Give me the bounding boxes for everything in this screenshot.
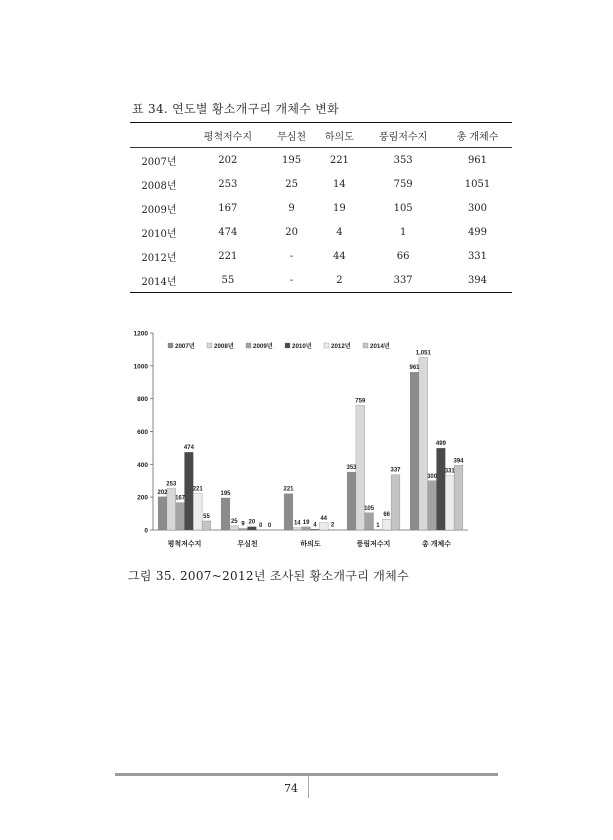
y-tick-label: 400 bbox=[137, 461, 148, 469]
year-cell: 2007년 bbox=[141, 156, 177, 168]
data-label: 4 bbox=[313, 522, 317, 529]
table-row bbox=[130, 268, 512, 293]
bar bbox=[176, 503, 185, 530]
bar bbox=[428, 481, 437, 530]
bar bbox=[193, 494, 202, 530]
footer-divider bbox=[308, 776, 309, 798]
bar bbox=[311, 529, 320, 530]
table-row bbox=[130, 172, 512, 196]
table-cell: 14 bbox=[333, 178, 346, 190]
legend-swatch bbox=[363, 343, 368, 348]
header-cell: 총 개체수 bbox=[443, 123, 512, 148]
table-cell: 337 bbox=[363, 268, 443, 293]
bar bbox=[302, 527, 311, 530]
table-cell: - bbox=[289, 250, 294, 262]
table-cell: 44 bbox=[333, 250, 346, 262]
data-label: 0 bbox=[259, 523, 263, 529]
data-label: 25 bbox=[230, 518, 238, 525]
legend-label: 2012년 bbox=[331, 343, 351, 350]
bar bbox=[284, 494, 293, 530]
data-label: 20 bbox=[248, 519, 256, 526]
table-cell: 331 bbox=[467, 250, 488, 262]
table-cell: 759 bbox=[393, 178, 413, 190]
table-cell: 221 bbox=[218, 250, 238, 262]
data-label: 195 bbox=[220, 490, 231, 497]
header-cell: 하의도 bbox=[315, 123, 363, 148]
y-tick-label: 800 bbox=[137, 396, 148, 404]
year-cell: 2014년 bbox=[130, 268, 188, 293]
header-cell: 풍림저수지 bbox=[363, 123, 443, 148]
data-label: 331 bbox=[444, 468, 455, 475]
table-cell: 474 bbox=[218, 226, 238, 238]
table-cell: 499 bbox=[467, 226, 488, 238]
year-cell: 2012년 bbox=[141, 252, 177, 264]
data-label: 300 bbox=[427, 473, 438, 480]
table-row bbox=[130, 220, 512, 244]
table-cell: 55 bbox=[188, 268, 268, 293]
table-cell: 1 bbox=[399, 226, 407, 238]
data-label: 337 bbox=[390, 467, 401, 474]
table-cell: 20 bbox=[285, 226, 298, 238]
table-cell: 961 bbox=[467, 154, 488, 166]
data-label: 499 bbox=[435, 441, 446, 448]
legend-label: 2008년 bbox=[214, 343, 234, 350]
table-cell: 353 bbox=[393, 154, 413, 166]
bar bbox=[437, 448, 446, 530]
table-cell: 9 bbox=[288, 202, 295, 214]
bar bbox=[365, 513, 374, 530]
bar bbox=[221, 498, 230, 530]
year-cell: 2008년 bbox=[141, 180, 177, 192]
table-cell: 394 bbox=[443, 268, 512, 293]
data-label: 394 bbox=[453, 458, 464, 465]
data-label: 19 bbox=[302, 519, 310, 526]
y-tick-label: 1200 bbox=[133, 330, 148, 338]
year-cell: 2010년 bbox=[141, 228, 177, 240]
legend-label: 2007년 bbox=[175, 343, 195, 350]
table-cell: 202 bbox=[218, 154, 238, 166]
legend-swatch bbox=[168, 343, 173, 348]
data-label: 14 bbox=[293, 520, 301, 527]
y-tick-label: 0 bbox=[144, 527, 148, 535]
x-tick-label: 풍림저수지 bbox=[356, 541, 391, 548]
data-label: 202 bbox=[157, 489, 168, 496]
x-tick-label: 총 개체수 bbox=[422, 541, 451, 548]
bar bbox=[454, 465, 463, 530]
bar bbox=[391, 475, 400, 530]
data-label: 961 bbox=[409, 365, 420, 372]
data-label: 353 bbox=[346, 465, 357, 472]
population-bar-chart bbox=[128, 325, 478, 553]
data-label: 0 bbox=[267, 523, 272, 529]
population-table bbox=[130, 122, 512, 293]
legend-label: 2009년 bbox=[253, 343, 273, 350]
legend-swatch bbox=[207, 343, 212, 348]
legend-swatch bbox=[285, 343, 290, 348]
data-label: 167 bbox=[175, 495, 186, 502]
table-caption: 표 34. 연도별 황소개구리 개체수 변화 bbox=[132, 102, 340, 116]
table-row bbox=[130, 196, 512, 220]
table-row bbox=[130, 148, 512, 173]
table-cell: 195 bbox=[282, 154, 302, 166]
data-label: 1,051 bbox=[415, 350, 431, 357]
table-cell: 4 bbox=[336, 226, 343, 238]
bar bbox=[293, 528, 302, 530]
page-number: 74 bbox=[284, 782, 298, 795]
data-label: 44 bbox=[320, 515, 328, 522]
x-tick-label: 무심천 bbox=[237, 541, 258, 548]
table-cell: 2 bbox=[315, 268, 363, 293]
bar bbox=[202, 521, 211, 530]
bar bbox=[230, 526, 239, 530]
bar bbox=[158, 497, 167, 530]
x-tick-label: 평척저수지 bbox=[167, 541, 202, 548]
footer-rule bbox=[115, 773, 498, 776]
table-cell: - bbox=[268, 268, 316, 293]
legend-label: 2010년 bbox=[292, 343, 312, 350]
table-cell: 1051 bbox=[464, 178, 491, 190]
y-tick-label: 200 bbox=[137, 494, 148, 502]
table-cell: 253 bbox=[218, 178, 238, 190]
year-cell: 2009년 bbox=[141, 204, 177, 216]
table-row bbox=[130, 244, 512, 268]
bar bbox=[419, 357, 428, 530]
data-label: 2 bbox=[330, 522, 335, 529]
table-cell: 300 bbox=[467, 202, 488, 214]
bar bbox=[248, 527, 257, 530]
data-label: 105 bbox=[364, 505, 375, 512]
bar bbox=[347, 472, 356, 530]
header-cell: 무심천 bbox=[268, 123, 316, 148]
data-label: 9 bbox=[241, 521, 245, 528]
data-label: 221 bbox=[192, 486, 203, 493]
bar bbox=[445, 476, 454, 530]
data-label: 55 bbox=[203, 513, 210, 520]
bar bbox=[410, 372, 419, 530]
table-cell: 19 bbox=[333, 202, 346, 214]
y-tick-label: 600 bbox=[137, 429, 148, 436]
data-label: 66 bbox=[383, 512, 391, 519]
data-label: 759 bbox=[355, 398, 366, 405]
header-cell: 평척저수지 bbox=[188, 123, 268, 148]
data-label: 253 bbox=[166, 481, 177, 488]
y-tick-label: 1000 bbox=[133, 363, 148, 371]
bar bbox=[382, 519, 391, 530]
bar bbox=[239, 529, 248, 530]
x-tick-label: 하의도 bbox=[300, 541, 321, 548]
data-label: 221 bbox=[283, 486, 294, 493]
legend-label: 2014년 bbox=[370, 343, 390, 350]
data-label: 1 bbox=[376, 522, 380, 529]
table-cell: 66 bbox=[396, 250, 410, 262]
table-cell: 25 bbox=[285, 178, 298, 190]
table-cell: 221 bbox=[329, 154, 349, 166]
data-label: 474 bbox=[183, 445, 194, 452]
header-cell bbox=[130, 123, 188, 148]
figure-caption: 그림 35. 2007~2012년 조사된 황소개구리 개체수 bbox=[128, 569, 409, 583]
bar bbox=[319, 523, 328, 530]
legend-swatch bbox=[324, 343, 329, 348]
table-cell: 105 bbox=[393, 202, 413, 214]
legend-swatch bbox=[246, 343, 251, 348]
table-cell: 167 bbox=[218, 202, 238, 214]
table-header-row bbox=[130, 123, 512, 148]
